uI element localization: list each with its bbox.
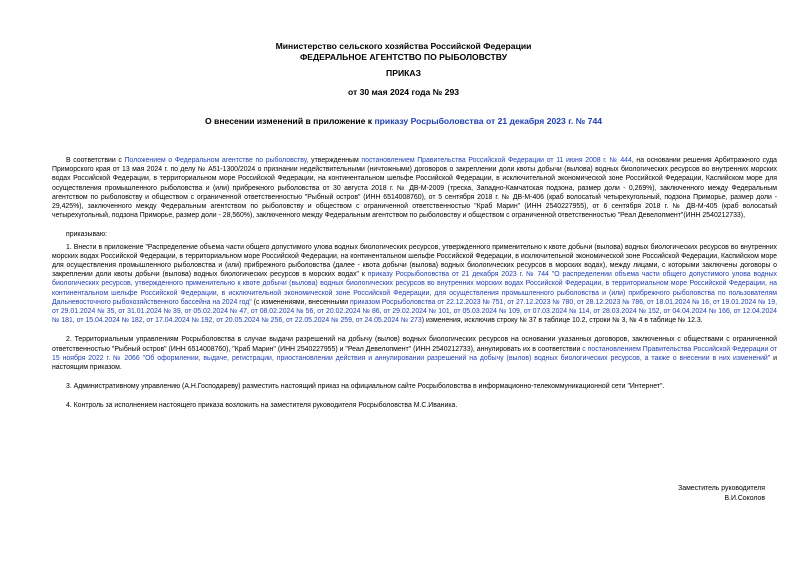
regulation-link[interactable]: Положением о Федеральном агентстве по рыболовству (124, 157, 307, 164)
item-1-text-2: (с изменениями, внесенными (251, 298, 351, 306)
signature-block (678, 484, 765, 503)
item-2-paragraph (52, 335, 777, 372)
item-1-text-1: 1. Внести в приложение "Распределение объема части общего допустимого улова водных биологических ресурсов, утвержденного применительно к квоте добычи (вылова) водных биологических ресурсов во внутренних морских водах Российской Федерации, в территориальном море Российской Федерации, на континентальном шельфе Российской Федерации, в исключительной экономической зоне Российской Федерации, Каспийском море для осуществления промышленного рыболовства и (или) прибрежного рыболовства (далее - квота добычи (вылова) водных биологических ресурсов в морских водах), между лицами, с которыми заключены договоры о закреплении доли квоты добычи (вылова) водных биологических ресурсов в морских водах" к (52, 243, 777, 279)
document-subject (0, 116, 807, 127)
preamble-paragraph (52, 156, 777, 220)
item-2-text-2: и настоящим приказом. (52, 354, 778, 372)
document-body (52, 156, 777, 421)
preamble-text-1: В соответствии с (66, 157, 125, 164)
subject-prefix: О внесении изменений в приложение к (204, 116, 375, 126)
item-2-text-1: 2. Территориальным управлениям Росрыболовства в случае выдачи разрешений на добычу (вылов) водных биологических ресурсов на основании указанных договоров, заключенных с обществами с ограниченной ответственностью "Рыбный остров" (ИНН 6514008760), "Краб Марин" (ИНН 2540227955) и "Реал Девелопмент" (ИНН 2540212733), аннулировать их в соответствии (52, 336, 777, 353)
order-word: приказываю: (66, 231, 107, 239)
document-type: ПРИКАЗ (386, 68, 421, 78)
ministry-name: Министерство сельского хозяйства Российской Федерации (275, 41, 532, 51)
preamble-text-2: , утвержденным (306, 157, 362, 164)
preamble-text-3: , на основании решения Арбитражного суда Приморского края от 13 мая 2024 г. по делу № А51-1300/2024 о признании недействительными (ничтожными) договоров о закреплении доли квоты добычи (вылова) водных биологических ресурсов во внутренних морских водах Российской Федерации, в территориальном море Российской Федерации, на континентальном шельфе Российской Федерации, в исключительной экономической зоне Российской Федерации, Каспийском море для осуществления промышленного рыболовства и (или) прибрежного рыболовства от 30 августа 2018 г. № ДВ-М-2009 (треска, Западно-Камчатская подзона, размер доли - 0,269%), заключенного между Федеральным агентством по рыболовству и обществом с ограниченной ответственностью "Рыбный остров" (ИНН 6514008760), от 5 сентября 2018 г. № ДВ-М-406 (краб волосатый четырехугольный, подзона Приморье, размер доли - 29,425%), заключенного между Федеральным агентством по рыболовству и обществом с ограниченной ответственностью "Краб Марин" (ИНН 2540227955), от 6 сентября 2018 г. № ДВ-М-405 (краб волосатый четырехугольный, подзона Приморье, размер доли - 28,560%), заключенного между Федеральным агентством по рыболовству и обществом с ограниченной ответственностью "Реал Девелопмент"(ИНН 2540212733), (52, 157, 778, 220)
government-decree-link[interactable]: постановлением Правительства Российской Федерации от 11 июня 2008 г. № 444 (361, 157, 632, 164)
order-744-link[interactable]: приказу Росрыболовства от 21 декабря 2023 г. № 744 "О распределении объема части общего допустимого улова водных биологических ресурсов, утвержденного применительно к квоте добычи (вылова) водных биологических ресурсов во внутренних морских водах Российской Федерации, в территориальном море Российской Федерации, на континентальном шельфе Российской Федерации, в исключительной экономической зоне Российской Федерации, для осуществления промышленного рыболовства и (или) прибрежного рыболовства по пользователям Дальневосточного рыбохозяйственного бассейна на 2024 год" (52, 271, 778, 306)
item-3-paragraph: 3. Административному управлению (А.Н.Господареву) разместить настоящий приказ на официальном сайте Росрыболовства в информационно-телекоммуникационной сети "Интернет". (66, 383, 665, 391)
item-1-paragraph (52, 243, 777, 326)
signatory-title: Заместитель руководителя (678, 485, 765, 492)
agency-name: ФЕДЕРАЛЬНОЕ АГЕНТСТВО ПО РЫБОЛОВСТВУ (299, 52, 508, 62)
document-date-number: от 30 мая 2024 года № 293 (347, 87, 460, 97)
signatory-name: В.И.Соколов (724, 494, 765, 502)
subject-order-link[interactable]: приказу Росрыболовства от 21 декабря 2023 г. № 744 (374, 116, 603, 126)
decree-2066-link[interactable]: с постановлением Правительства Российской Федерации от 15 ноября 2022 г. № 2066 "Об оформлении, выдаче, регистрации, приостановлении действия и аннулировании разрешений на добычу (вылов) водных биологических ресурсов, а также о внесении в них изменений" (52, 345, 777, 362)
item-4-paragraph: 4. Контроль за исполнением настоящего приказа возложить на заместителя руководителя Росрыболовства М.С.Иваника. (66, 402, 458, 410)
document-header (0, 41, 807, 63)
item-1-text-3: ) изменения, исключив строку № 37 в таблице 10.2, строки № 3, № 4 в таблице № 12.3. (421, 317, 703, 325)
amending-orders-link[interactable]: приказом Росрыболовства от 22.12.2023 № 751, от 27.12.2023 № 780, от 28.12.2023 № 786, от 18.01.2024 № 16, от 19.01.2024 № 19, от 29.01.2024 № 35, от 31.01.2024 № 39, от 05.02.2024 № 47, от 08.02.2024 № 56, от 20.02.2024 № 86, от 29.02.2024 № 101, от 05.03.2024 № 109, от 07.03.2024 № 114, от 28.03.2024 № 152, от 04.04.2024 № 166, от 12.04.2024 № 181, от 15.04.2024 № 182, от 17.04.2024 № 192, от 20.05.2024 № 256, от 22.05.2024 № 259, от 24.05.2024 № 273 (52, 298, 777, 325)
